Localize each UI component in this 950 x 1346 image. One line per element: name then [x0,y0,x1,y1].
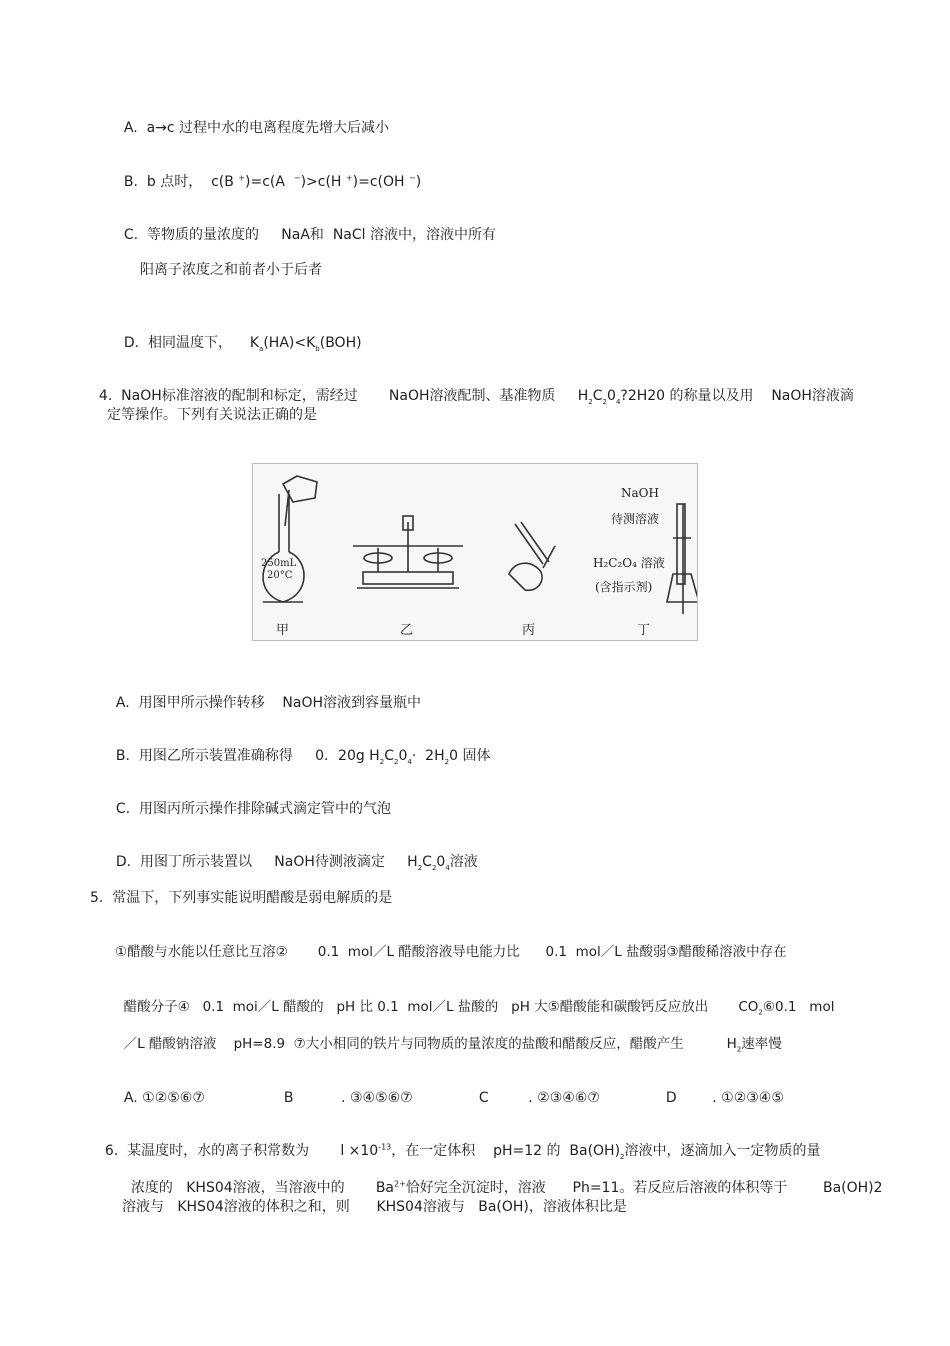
q4-option-c [107,782,391,818]
subscript: b [315,344,320,353]
stem-text: 0 [607,388,616,404]
option-letter: C. [123,227,139,243]
q3-option-c [115,208,496,244]
q4-option-b [107,729,490,765]
superscript: + [238,173,246,183]
q5-answer-c [470,1071,600,1107]
balance-icon [353,516,463,588]
q6-text: 恰好完全沉淀时，溶液 Ph=11。若反应后溶液的体积等于 Ba(OH)2 [405,1180,883,1196]
flask-temp-label: 20°C [267,570,293,581]
q5-answer-d [657,1071,784,1107]
q5-text: 醋酸分子④ 0.1 moi／L 醋酸的 pH 比 0.1 mol／L 盐酸的 pH 大⑤醋酸能和碳酸钙反应放出 CO [123,999,759,1015]
option-text: )=c(A [245,174,294,190]
option-text: b 点时， c(B [146,174,239,190]
q3-option-c-continuation: 阳离子浓度之和前者小于后者 [140,262,322,278]
option-text: 用图甲所示操作转移 NaOH溶液到容量瓶中 [138,695,421,711]
option-text: 溶液 [449,854,478,870]
q5-stem: 5. 常温下，下列事实能说明醋酸是弱电解质的是 [90,890,393,906]
stem-text: 4. NaOH标准溶液的配制和标定，需经过 NaOH溶液配制、基准物质 H [98,388,589,404]
q5-line3 [115,1017,782,1053]
q6-line3: 溶液与 KHS04溶液的体积之和，则 KHS04溶液与 Ba(OH)，溶液体积比是 [122,1199,627,1215]
q6-line2 [122,1161,883,1197]
option-text: ①②⑤⑥⑦ [142,1090,205,1106]
volumetric-flask-icon [263,476,317,602]
option-letter: A. [123,1090,138,1106]
q6-text: 浓度的 KHS04溶液，当溶液中的 Ba [130,1180,395,1196]
option-text: ①②③④⑤ [721,1090,784,1106]
q4-stem-line1 [90,369,854,405]
option-letter: D. [115,854,132,870]
apparatus-figure [252,463,698,641]
subscript: 2 [393,757,399,766]
indicator-label: (含指示剂) [595,580,653,594]
q5-line2 [115,980,834,1016]
q5-text: 速率慢 [741,1036,782,1052]
q6-text: 溶液中，逐滴加入一定物质的量 [624,1143,821,1159]
option-text: C [384,748,394,764]
naoh-solution-label: 待测溶液 [611,512,660,526]
option-text: )=c(OH [352,174,409,190]
subscript: 2 [417,863,423,872]
stem-text: C [592,388,603,404]
option-text: 等物质的量浓度的 NaA和 NaCl 溶液中，溶液中所有 [147,227,496,243]
q6-line1 [96,1124,821,1160]
q4-option-a [107,676,421,712]
option-text: 用图丁所示装置以 NaOH待测液滴定 H [140,854,418,870]
subscript: 2 [736,1045,742,1054]
subscript: 2 [379,757,385,766]
option-letter: A. [115,695,130,711]
q4-stem-line2: 定等操作。下列有关说法正确的是 [107,407,317,423]
option-text: a→c 过程中水的电离程度先增大后减小 [146,120,390,136]
superscript: − [293,173,301,183]
subscript: 2 [588,397,593,406]
subscript: 2 [620,1152,625,1161]
subscript: 2 [758,1008,763,1017]
acid-solution-label: H₂C₂O₄ 溶液 [593,556,665,570]
option-letter: A. [123,120,138,136]
subscript: 4 [445,863,450,872]
figure-label-jia: 甲 [276,623,290,638]
superscript: + [345,173,353,183]
superscript: − [408,173,416,183]
figure-label-yi: 乙 [400,623,414,638]
option-dot: . [528,1090,533,1106]
option-letter: C. [115,801,131,817]
q3-option-b [115,155,421,191]
option-letter: B. [123,174,138,190]
subscript: 2 [444,757,450,766]
option-text: )>c(H [300,174,346,190]
superscript: 2+ [394,1179,406,1189]
option-text: 相同温度下， K [148,335,260,351]
stem-text: ?2H20 的称量以及用 NaOH溶液滴 [620,388,854,404]
q5-line1: ①醋酸与水能以任意比互溶② 0.1 mol／L 醋酸溶液导电能力比 0.1 mol／L 盐酸弱③醋酸稀溶液中存在 [115,944,787,960]
option-text: 用图丙所示操作排除碱式滴定管中的气泡 [139,801,392,817]
option-text: 0 固体 [449,748,491,764]
subscript: a [259,344,264,353]
option-letter: B. [115,748,130,764]
option-text: ③④⑤⑥⑦ [349,1090,413,1106]
figure-label-ding: 丁 [637,623,651,638]
q5-answer-b [275,1071,413,1107]
option-text: (HA)<K [263,335,316,351]
q6-text: 6. 某温度时，水的离子积常数为 l ×10 [104,1143,379,1159]
option-text: C [422,854,432,870]
subscript: 4 [407,757,412,766]
burette-hand-icon [509,522,555,590]
subscript: 2 [431,863,437,872]
option-letter: D. [123,335,140,351]
q6-text: ，在一定体积 pH=12 的 Ba(OH) [391,1143,621,1159]
option-letter: C [478,1090,489,1106]
q5-text: ⑥0.1 mol [762,999,835,1015]
figure-label-bing: 丙 [522,623,536,638]
option-letter: B [283,1090,294,1106]
superscript: -13 [378,1142,392,1152]
option-dot: . [712,1090,717,1106]
option-text: 用图乙所示装置准确称得 0．20g H [138,748,380,764]
option-letter: D [665,1090,677,1106]
subscript: 4 [615,397,621,406]
q4-option-d [107,835,478,871]
subscript: 2 [602,397,608,406]
option-text: ) [415,174,422,190]
option-text: (BOH) [319,335,362,351]
q5-text: ／L 醋酸钠溶液 pH=8.9 ⑦大小相同的铁片与同物质的量浓度的盐酸和醋酸反应，醋酸产生 H [123,1036,737,1052]
q3-option-a [115,101,389,137]
option-text: · 2H [411,748,445,764]
option-dot: . [341,1090,346,1106]
option-text: 0 [398,748,408,764]
titration-setup-icon [667,504,697,614]
option-text: 0 [436,854,446,870]
flask-volume-label: 250mL [261,558,297,569]
q3-option-d [115,316,362,352]
naoh-label: NaOH [621,486,659,500]
q5-answer-a [115,1071,205,1107]
option-text: ②③④⑥⑦ [537,1090,600,1106]
